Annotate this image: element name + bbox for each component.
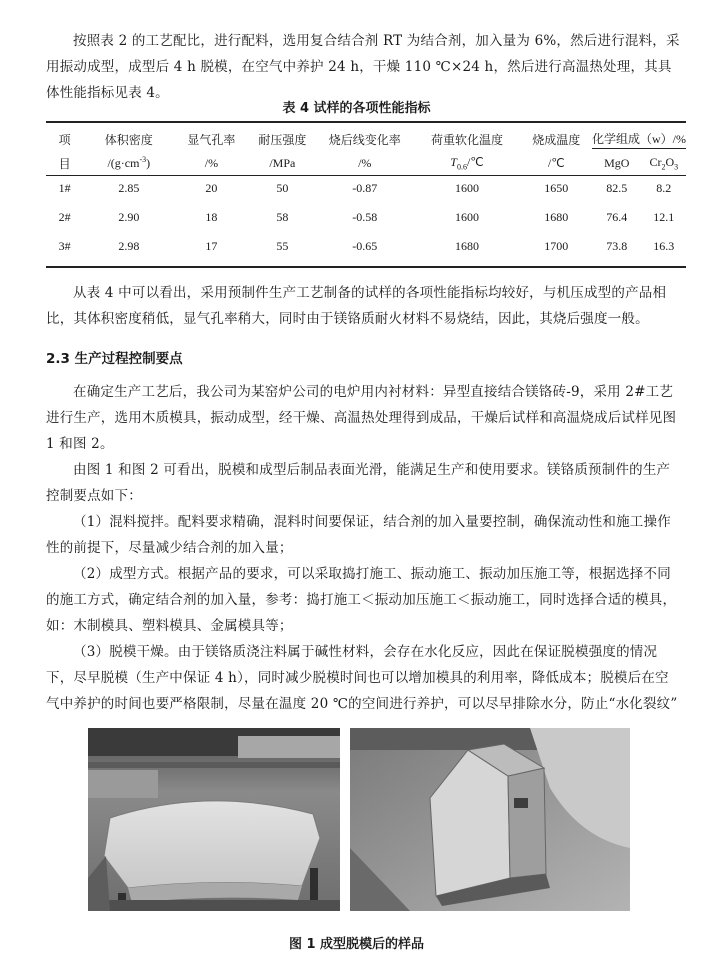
header-density: 体积密度	[104, 133, 153, 147]
table-caption: 表 4 试样的各项性能指标	[282, 101, 431, 116]
list-item-mixing: （1）混料搅拌。配料要求精确，混料时间要保证，结合剂的加入量要控制，确保流动性和施工操作性的前提下，尽量减少结合剂的加入量；	[46, 514, 671, 556]
table-bottom-rule	[46, 266, 686, 268]
cell-density: 2.98	[118, 239, 140, 253]
cell-sample-id: 1#	[58, 181, 71, 195]
cell-density: 2.90	[118, 210, 140, 224]
header-chemical-composition: 化学组成（w）/%	[592, 122, 686, 152]
list-item-forming: （2）成型方式。根据产品的要求，可以采取捣打施工、振动施工、振动加压施工等，根据选择不同的施工方式，确定结合剂的加入量，参考：捣打施工＜振动加压施工＜振动施工，同时选择合适的模具，如：木制模具、塑料模具、金属模具等；	[46, 566, 677, 634]
header-density-unit: $/(g\cdot cm^{-3})$	[107, 155, 151, 170]
cell-strength: 58	[276, 210, 289, 224]
table-row	[46, 203, 686, 232]
figure-caption: 图 1 成型脱模后的样品	[288, 937, 425, 952]
production-paragraph: 在确定生产工艺后，我公司为某窑炉公司的电炉用内衬材料：异型直接结合镁铬砖-9，采用 2#工艺进行生产，选用木质模具，振动成型，经干燥、高温热处理得到成品，干燥后试样和高温烧成后试样见图 1 和图 2。	[46, 384, 677, 452]
cell-linear-change: -0.65	[352, 239, 378, 253]
cell-firing-temp: 1650	[544, 181, 569, 195]
cell-porosity: 17	[205, 239, 218, 253]
cell-strength: 55	[276, 239, 289, 253]
cell-softening-temp: 1680	[455, 239, 479, 253]
cell-sample-id: 2#	[58, 210, 71, 224]
cell-softening-temp: 1600	[455, 210, 479, 224]
cell-porosity: 18	[205, 210, 218, 224]
header-item-2: 目	[58, 156, 71, 171]
analysis-paragraph: 从表 4 中可以看出，采用预制件生产工艺制备的试样的各项性能指标均较好，与机压成型的产品相比，其体积密度稍低，显气孔率稍大，同时由于镁铬质耐火材料不易烧结，因此，其烧后强度一般。	[46, 285, 667, 327]
header-cr2o3: $Cr_2O_3$	[649, 154, 679, 172]
sample-photo-block	[350, 728, 630, 911]
cell-firing-temp: 1700	[544, 239, 569, 253]
list-item-demolding: （3）脱模干燥。由于镁铬质浇注料属于碱性材料，会存在水化反应，因此在保证脱模强度的情况下，尽早脱模（生产中保证 4 h），同时减少脱模时间也可以增加模具的利用率，降低成本；脱模后在空气中养护的时间也要严格限制，尽量在温度 20 ℃的空间进行养护，可以尽早排除水分，防止“水化裂纹”	[46, 644, 678, 712]
control-paragraph: 由图 1 和图 2 可看出，脱模和成型后制品表面光滑，能满足生产和使用要求。镁铬质预制件的生产控制要点如下：	[46, 462, 671, 504]
header-linear-change: 烧后线变化率	[328, 133, 401, 147]
slab-photo-image	[88, 728, 340, 911]
sample-photo-slab	[88, 728, 340, 911]
cell-linear-change: -0.58	[352, 210, 378, 224]
table-header-row-top	[46, 122, 686, 152]
cell-mgo: 82.5	[606, 181, 628, 195]
cell-porosity: 20	[205, 181, 218, 195]
header-porosity: 显气孔率	[187, 133, 236, 147]
table-row	[46, 174, 686, 203]
cell-strength: 50	[276, 181, 289, 195]
intro-paragraph: 按照表 2 的工艺配比，进行配料，选用复合结合剂 RT 为结合剂，加入量为 6%，然后进行混料，采用振动成型，成型后 4 h 脱模，在空气中养护 24 h，干燥 110 ℃×24 h，然后进行高温热处理，其具体性能指标见表 4。	[46, 33, 680, 101]
header-softening-temp-unit: $T_{0.6}/℃$	[450, 154, 484, 172]
cell-cr2o3: 12.1	[653, 210, 675, 224]
cell-cr2o3: 16.3	[653, 239, 675, 253]
header-linear-change-unit: /%	[358, 155, 372, 170]
properties-table	[46, 122, 686, 261]
block-photo-image	[350, 728, 630, 911]
cell-sample-id: 3#	[58, 239, 71, 253]
cell-mgo: 76.4	[606, 210, 628, 224]
header-strength: 耐压强度	[258, 133, 307, 147]
header-mgo: MgO	[604, 155, 630, 170]
cell-firing-temp: 1680	[544, 210, 569, 224]
header-softening-temp: 荷重软化温度	[431, 133, 504, 147]
header-porosity-unit: /%	[204, 155, 219, 170]
table-header-row-bottom	[46, 152, 686, 174]
cell-linear-change: -0.87	[352, 181, 378, 195]
header-firing-temp-unit: /℃	[547, 155, 565, 170]
section-heading: 2.3 生产过程控制要点	[46, 351, 183, 367]
header-item: 项	[58, 133, 71, 147]
header-strength-unit: /MPa	[269, 155, 296, 170]
cell-mgo: 73.8	[606, 239, 628, 253]
cell-density: 2.85	[118, 181, 140, 195]
cell-cr2o3: 8.2	[656, 181, 672, 195]
cell-softening-temp: 1600	[455, 181, 479, 195]
table-row	[46, 232, 686, 261]
header-firing-temp: 烧成温度	[532, 133, 581, 147]
